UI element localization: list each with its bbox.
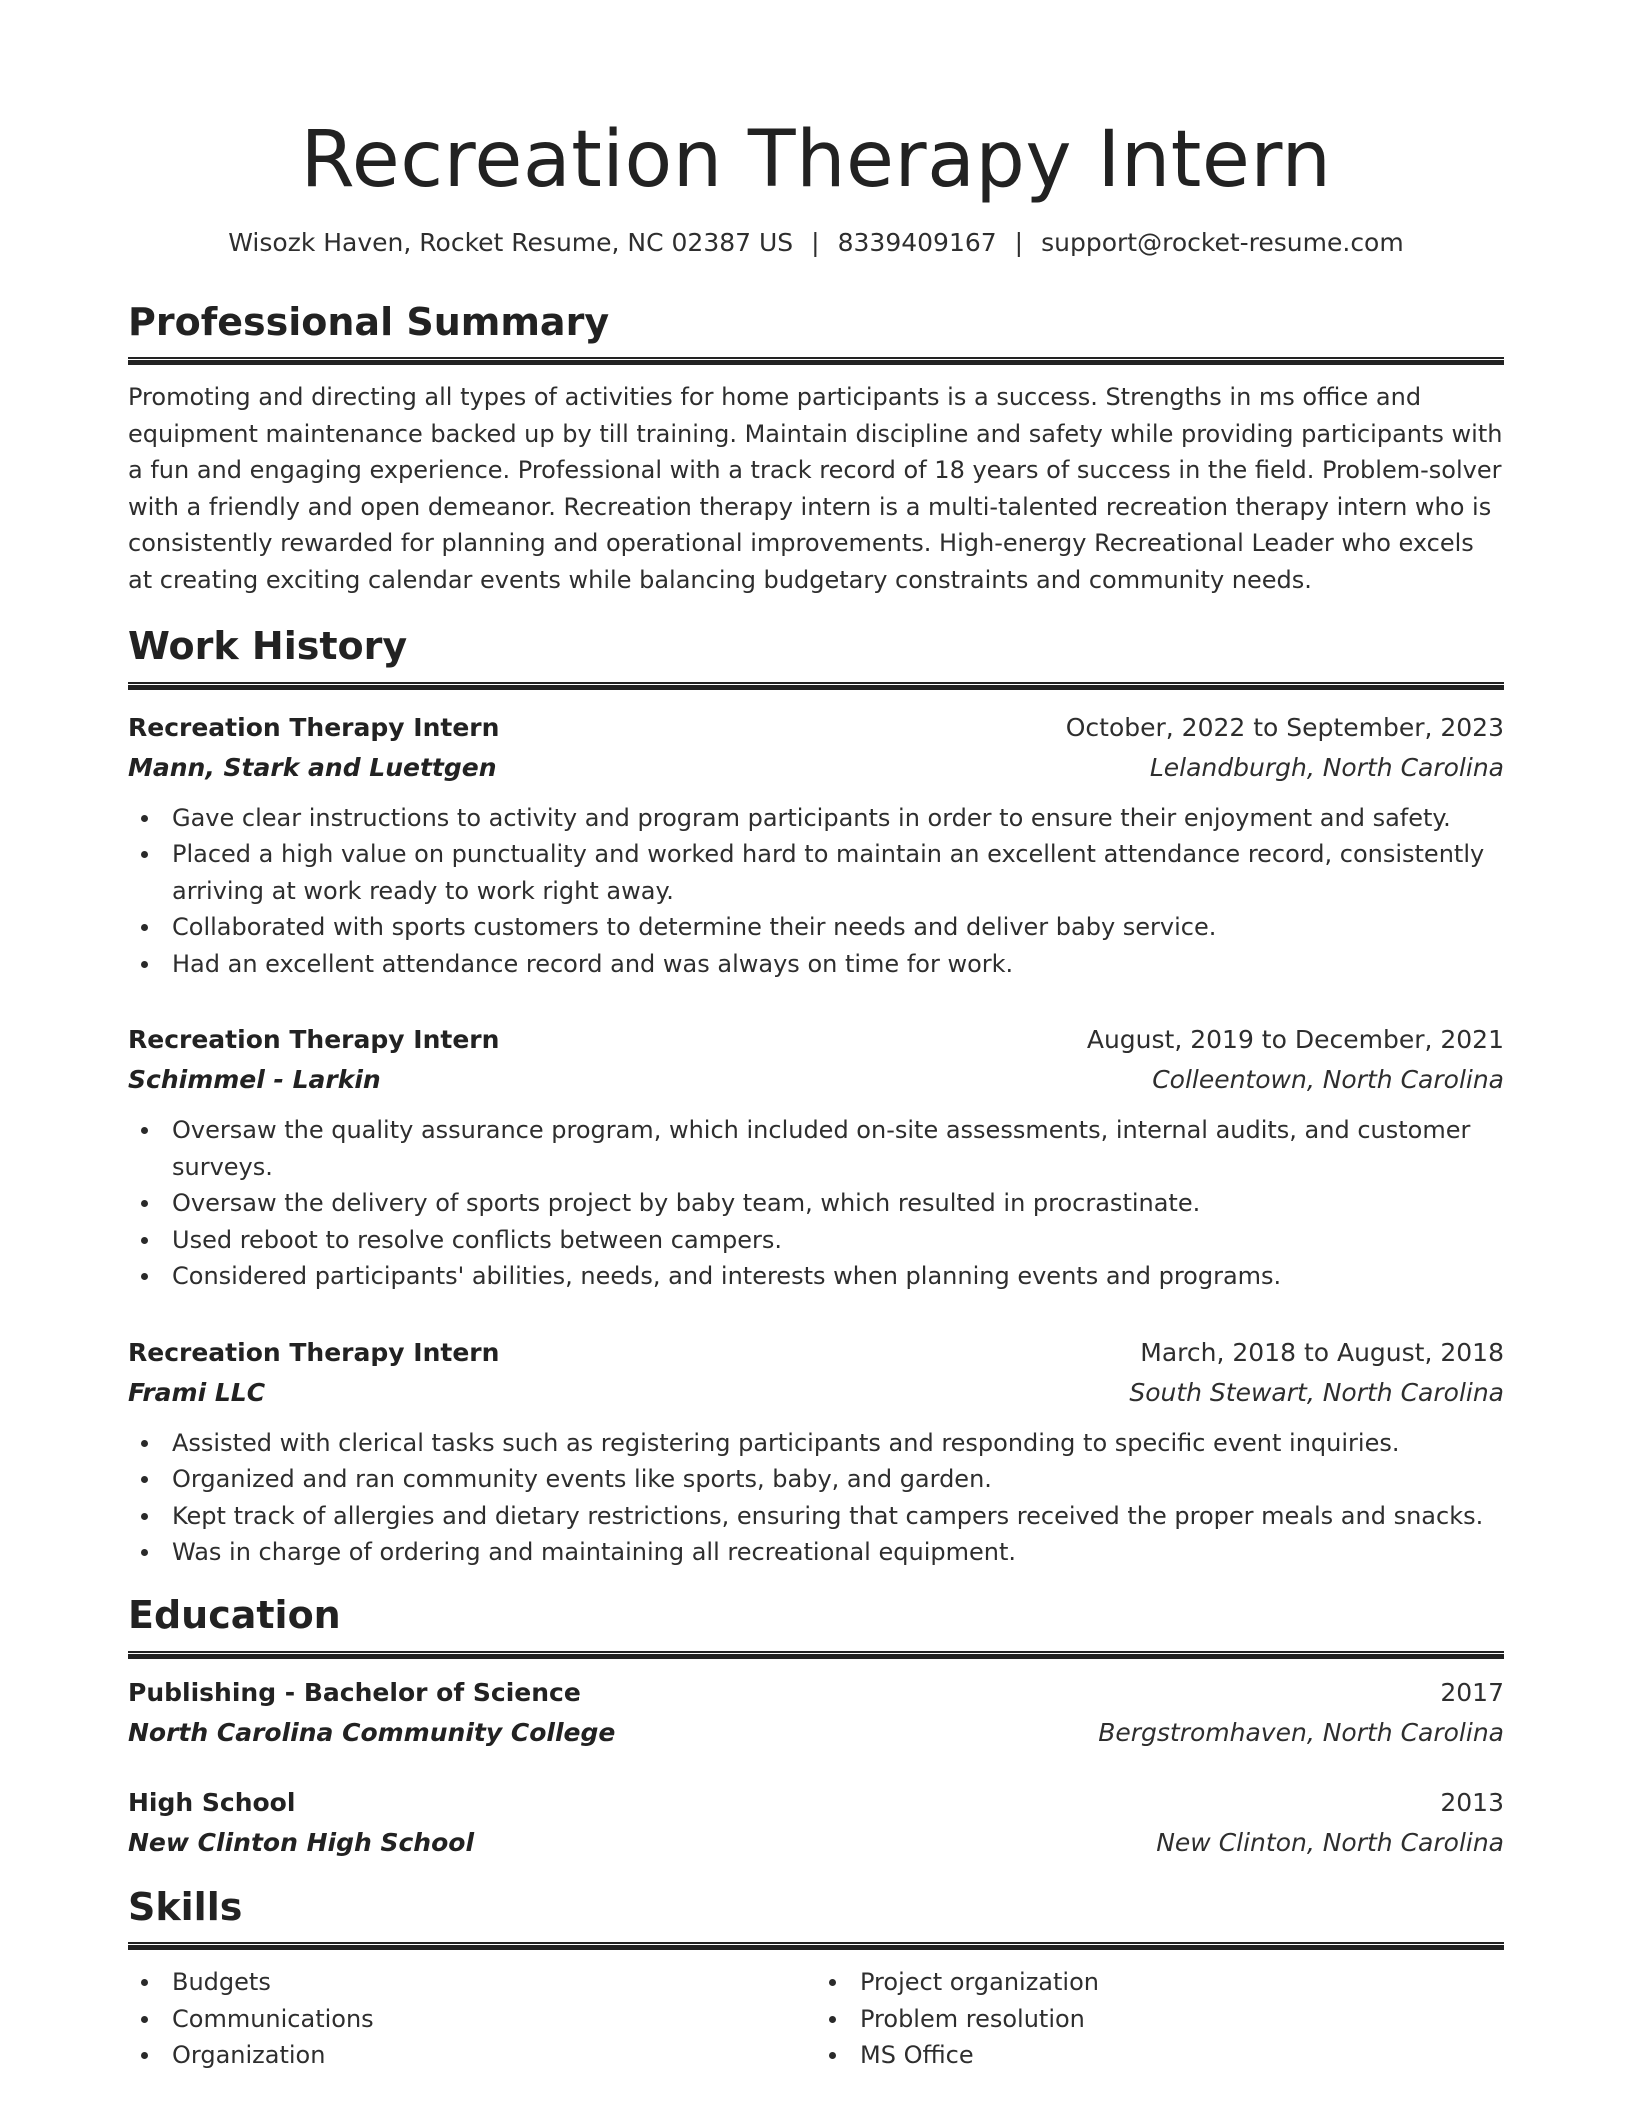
contact-separator: | [1014, 227, 1024, 257]
job-title: Recreation Therapy Intern [128, 712, 500, 742]
section-divider [128, 1651, 1504, 1659]
skill-item: MS Office [816, 2037, 1504, 2074]
job-bullet-list [128, 800, 1504, 983]
job-entry [128, 1020, 1504, 1295]
job-company: Frami LLC [128, 1377, 266, 1407]
education-year: 2013 [1440, 1787, 1504, 1817]
education-degree: High School [128, 1787, 296, 1817]
resume-name: Recreation Therapy Intern [300, 115, 1332, 205]
section-heading-skills: Skills [128, 1884, 243, 1929]
contact-address: Wisozk Haven, Rocket Resume, NC 02387 US [228, 227, 794, 257]
skills-column-left [128, 1964, 816, 2074]
education-degree: Publishing - Bachelor of Science [128, 1677, 581, 1707]
education-location: New Clinton, North Carolina [1156, 1827, 1504, 1857]
education-school-row [128, 1713, 1504, 1753]
section-heading-work-history: Work History [128, 624, 408, 669]
job-location: Lelandburgh, North Carolina [1149, 752, 1504, 782]
job-location: Colleentown, North Carolina [1152, 1065, 1504, 1095]
job-bullet: Oversaw the delivery of sports project by baby team, which resulted in procrastinate. [128, 1185, 1504, 1222]
job-company: Schimmel - Larkin [128, 1065, 381, 1095]
job-bullet: Assisted with clerical tasks such as registering participants and responding to specific event inquiries. [128, 1425, 1504, 1462]
section-divider [128, 682, 1504, 690]
education-header-row [128, 1783, 1504, 1823]
section-heading-summary: Professional Summary [128, 299, 610, 344]
job-company-row [128, 1060, 1504, 1100]
summary-text: Promoting and directing all types of activities for home participants is a success. Strengths in ms office and equipment maintenance backed up by till training. Maintain discipline and safety while providing participants with a fun and engaging experience. Professional with a track record of 18 years of success in the field. Problem-solver with a friendly and open demeanor. Recreation therapy intern is a multi-talented recreation therapy intern who is consistently rewarded for planning and operational improvements. High-energy Recreational Leader who excels at creating exciting calendar events while balancing budgetary constraints and community needs. [128, 383, 1503, 594]
skill-item: Problem resolution [816, 2001, 1504, 2038]
education-header-row [128, 1673, 1504, 1713]
job-header-row [128, 1020, 1504, 1060]
job-bullet: Kept track of allergies and dietary restrictions, ensuring that campers received the proper meals and snacks. [128, 1498, 1504, 1535]
job-bullet: Had an excellent attendance record and was always on time for work. [128, 946, 1504, 983]
job-bullet: Gave clear instructions to activity and program participants in order to ensure their enjoyment and safety. [128, 800, 1504, 837]
contact-phone: 8339409167 [837, 227, 997, 257]
skills-column-right [816, 1964, 1504, 2074]
job-entry [128, 708, 1504, 983]
job-bullet-list [128, 1112, 1504, 1295]
job-bullet: Placed a high value on punctuality and worked hard to maintain an excellent attendance record, consistently arriving at work ready to work right away. [128, 836, 1504, 909]
job-dates: October, 2022 to September, 2023 [1065, 712, 1504, 742]
job-company-row [128, 1373, 1504, 1413]
job-dates: March, 2018 to August, 2018 [1140, 1337, 1504, 1367]
section-heading-education: Education [128, 1592, 341, 1637]
contact-email: support@rocket-resume.com [1041, 227, 1404, 257]
skill-item: Budgets [128, 1964, 816, 2001]
job-location: South Stewart, North Carolina [1129, 1377, 1504, 1407]
job-bullet: Was in charge of ordering and maintaining all recreational equipment. [128, 1534, 1504, 1571]
job-bullet: Collaborated with sports customers to determine their needs and deliver baby service. [128, 909, 1504, 946]
education-entry [128, 1673, 1504, 1753]
job-title: Recreation Therapy Intern [128, 1337, 500, 1367]
job-entry [128, 1333, 1504, 1571]
skill-item: Organization [128, 2037, 816, 2074]
job-bullet-list [128, 1425, 1504, 1571]
education-location: Bergstromhaven, North Carolina [1098, 1717, 1504, 1747]
job-title: Recreation Therapy Intern [128, 1025, 500, 1055]
job-company-row [128, 748, 1504, 788]
education-entry [128, 1783, 1504, 1863]
education-year: 2017 [1440, 1677, 1504, 1707]
contact-separator: | [811, 227, 820, 257]
education-school-row [128, 1823, 1504, 1863]
job-bullet: Oversaw the quality assurance program, which included on-site assessments, internal audits, and customer surveys. [128, 1112, 1504, 1185]
education-school: New Clinton High School [128, 1827, 475, 1857]
job-company: Mann, Stark and Luettgen [128, 752, 497, 782]
job-bullet: Considered participants' abilities, needs, and interests when planning events and programs. [128, 1258, 1504, 1295]
section-divider [128, 1942, 1504, 1950]
contact-line [128, 228, 1504, 258]
job-header-row [128, 1333, 1504, 1373]
job-header-row [128, 708, 1504, 748]
job-bullet: Organized and ran community events like sports, baby, and garden. [128, 1461, 1504, 1498]
section-divider [128, 357, 1504, 365]
skill-item: Communications [128, 2001, 816, 2038]
job-dates: August, 2019 to December, 2021 [1086, 1025, 1504, 1055]
education-school: North Carolina Community College [128, 1717, 616, 1747]
skills-grid [128, 1964, 1504, 2074]
skill-item: Project organization [816, 1964, 1504, 2001]
job-bullet: Used reboot to resolve conflicts between campers. [128, 1222, 1504, 1259]
